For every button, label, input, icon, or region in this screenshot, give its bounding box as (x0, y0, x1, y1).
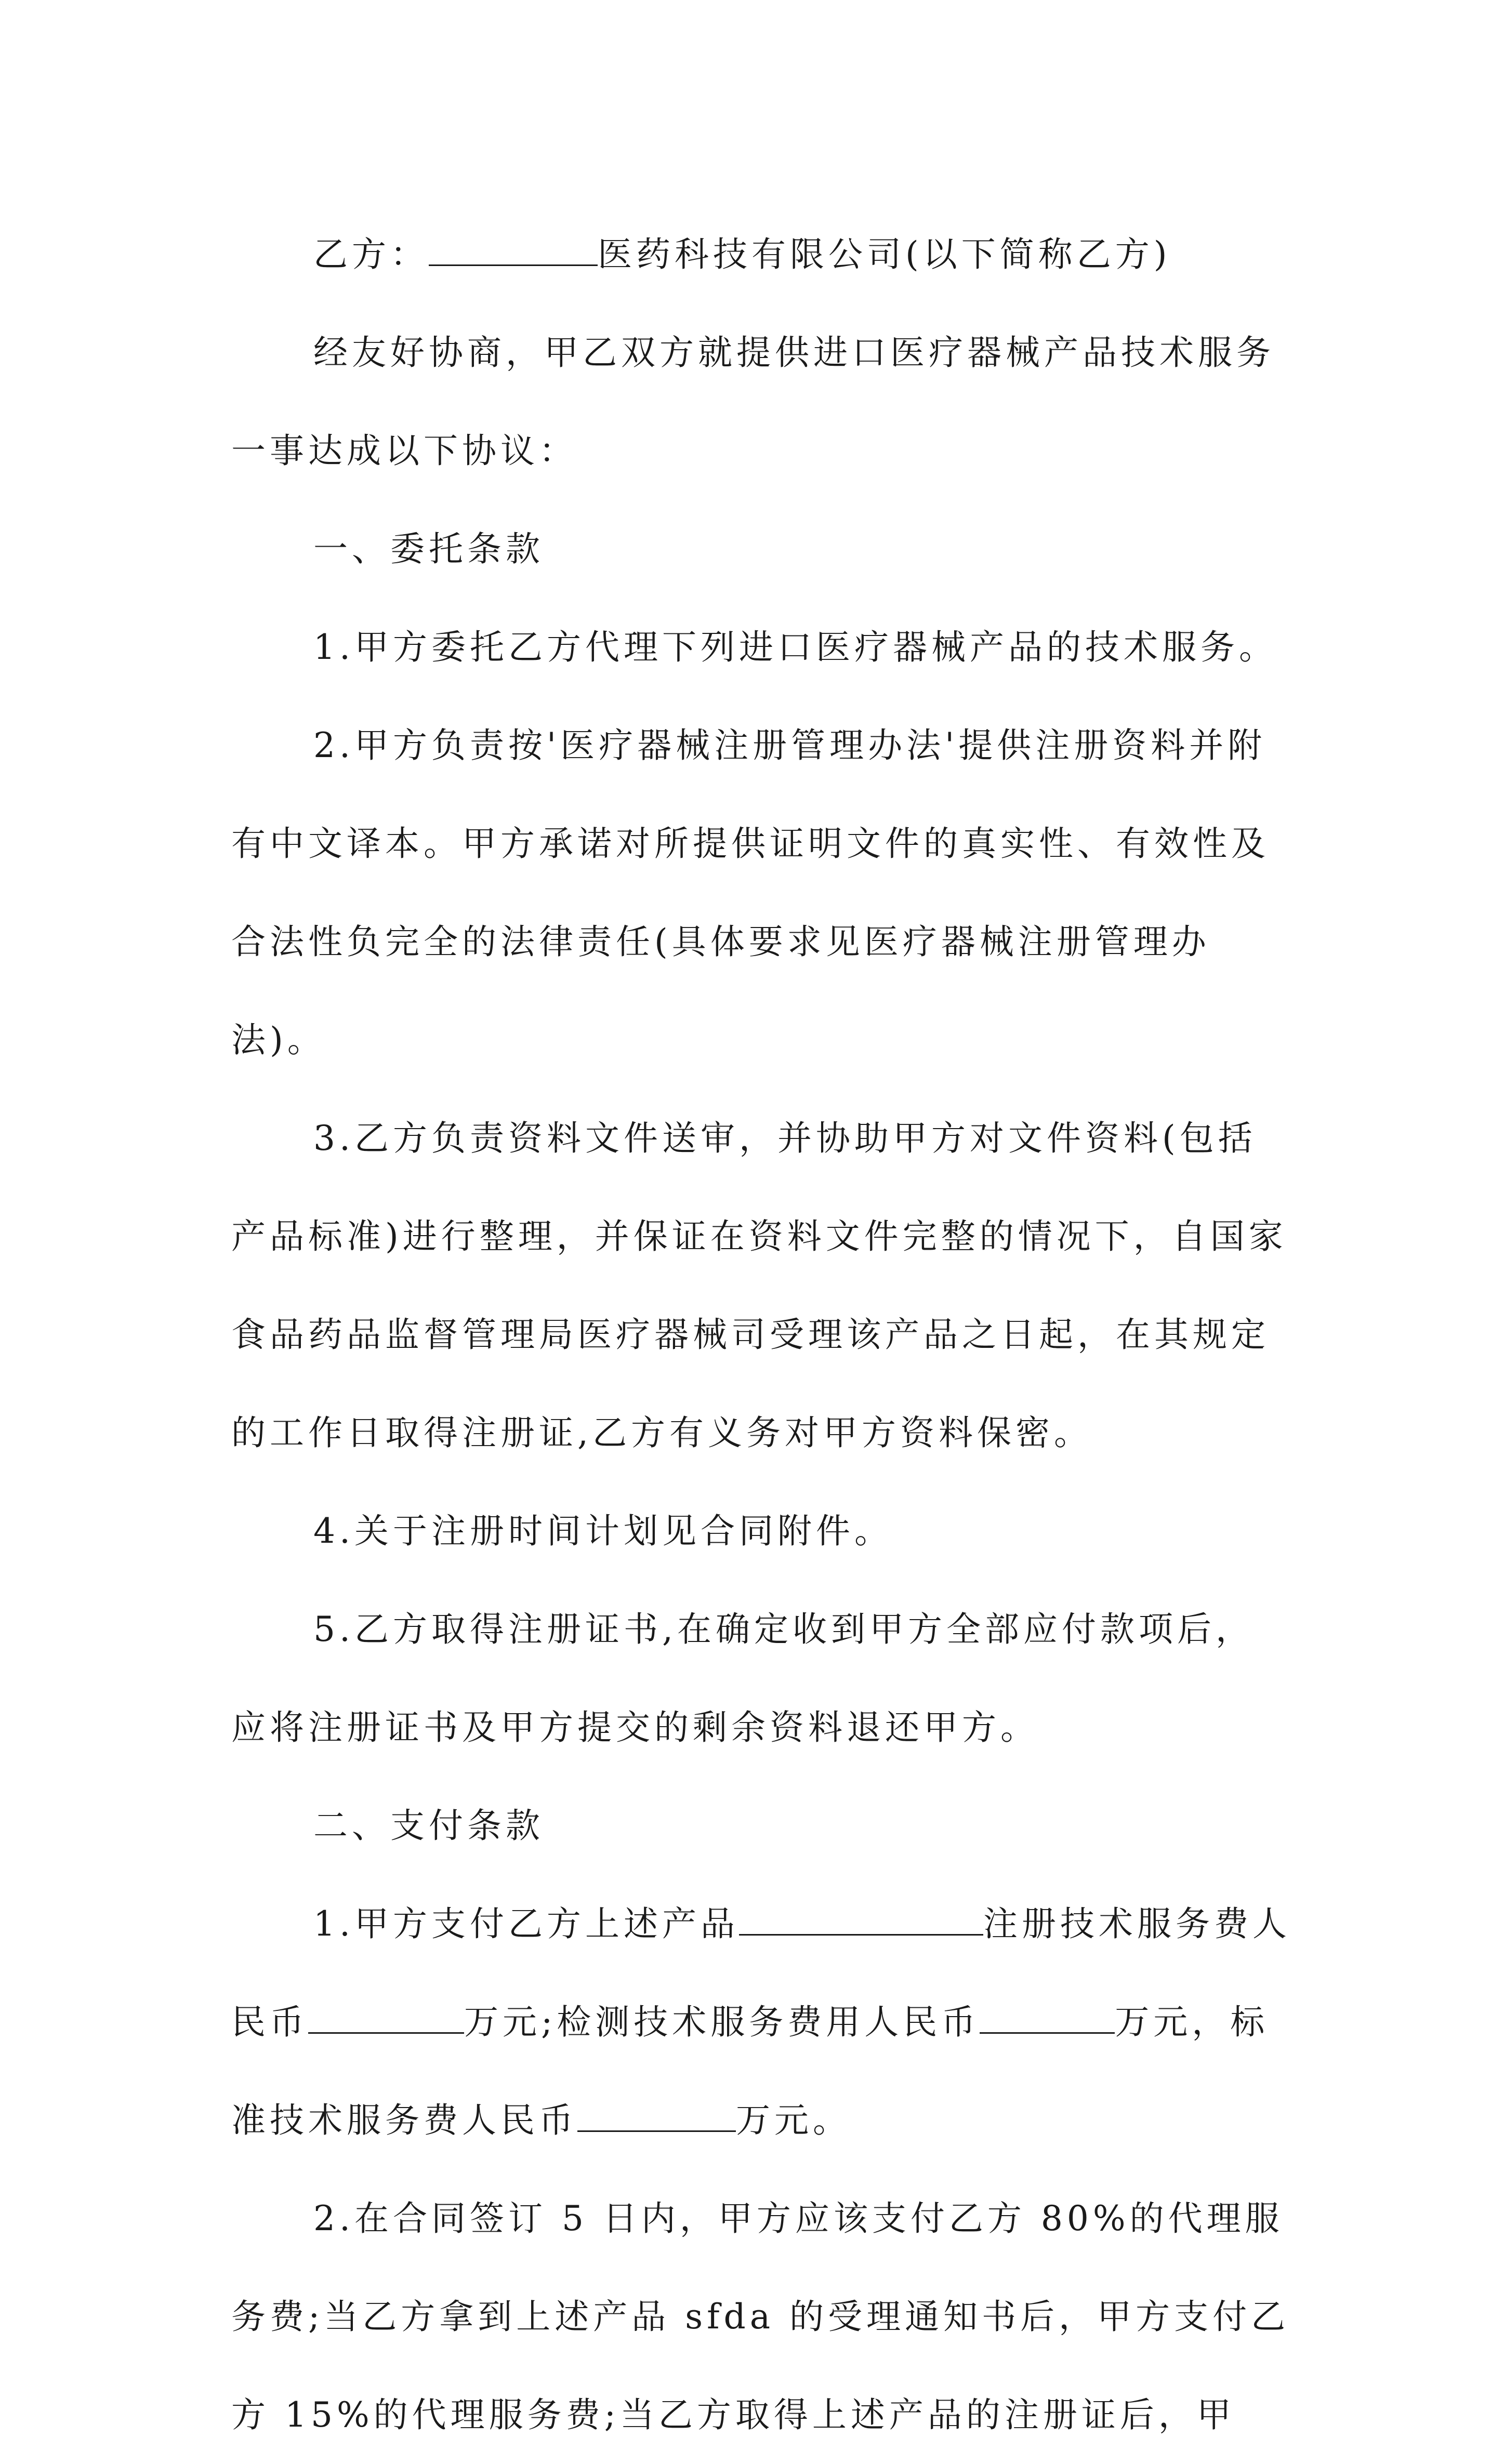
clause-2-1-part-a: 1.甲方支付乙方上述产品 (313, 1904, 739, 1944)
clause-2-1-part-d: 万元，标准技术服务费人民币 (231, 2002, 1269, 2140)
party-b-name-blank (429, 233, 598, 266)
clause-1-1: 1.甲方委托乙方代理下列进口医疗器械产品的技术服务。 (313, 627, 1277, 667)
party-b-company: 医药科技有限公司(以下简称乙方) (598, 234, 1171, 274)
clause-2-1-part-b: 注册技术服务费人民币 (231, 1904, 1291, 2042)
section-2-title: 二、支付条款 (313, 1806, 544, 1846)
clause-1-3: 3.乙方负责资料文件送审，并协助甲方对文件资料(包括产品标准)进行整理，并保证在资料文件完整的情况下，自国家食品药品监督管理局医疗器械司受理该产品之日起，在其规定的工作日取得注册证,乙方有义务对甲方资料保密。 (231, 1118, 1287, 1453)
intro-paragraph: 经友好协商，甲乙双方就提供进口医疗器械产品技术服务一事达成以下协议： (231, 333, 1275, 471)
testing-fee-blank (980, 2001, 1115, 2034)
clause-2-1-part-e: 万元。 (736, 2100, 851, 2140)
section-1-title: 一、委托条款 (313, 529, 544, 569)
clause-1-5: 5.乙方取得注册证书,在确定收到甲方全部应付款项后，应将注册证书及甲方提交的剩余资料退还甲方。 (231, 1609, 1254, 1747)
clause-1-2: 2.甲方负责按'医疗器械注册管理办法'提供注册资料并附有中文译本。甲方承诺对所提供证明文件的真实性、有效性及合法性负完全的法律责任(具体要求见医疗器械注册管理办法)。 (231, 725, 1270, 1060)
party-b-line (231, 205, 1291, 303)
product-name-blank (739, 1903, 983, 1936)
clause-2-2: 2.在合同签订 5 日内，甲方应该支付乙方 80%的代理服务费;当乙方拿到上述产品 sfda 的受理通知书后，甲方支付乙方 15%的代理服务费;当乙方取得上述产品的注册证后，甲 (231, 2198, 1290, 2435)
clause-2-1 (231, 1875, 1291, 2169)
standard-fee-blank (577, 2099, 736, 2132)
document-body (231, 205, 1291, 2464)
party-b-label: 乙方： (313, 234, 429, 274)
clause-1-4: 4.关于注册时间计划见合同附件。 (313, 1511, 893, 1551)
clause-2-1-part-c: 万元;检测技术服务费用人民币 (464, 2002, 980, 2042)
registration-fee-blank (308, 2001, 464, 2034)
